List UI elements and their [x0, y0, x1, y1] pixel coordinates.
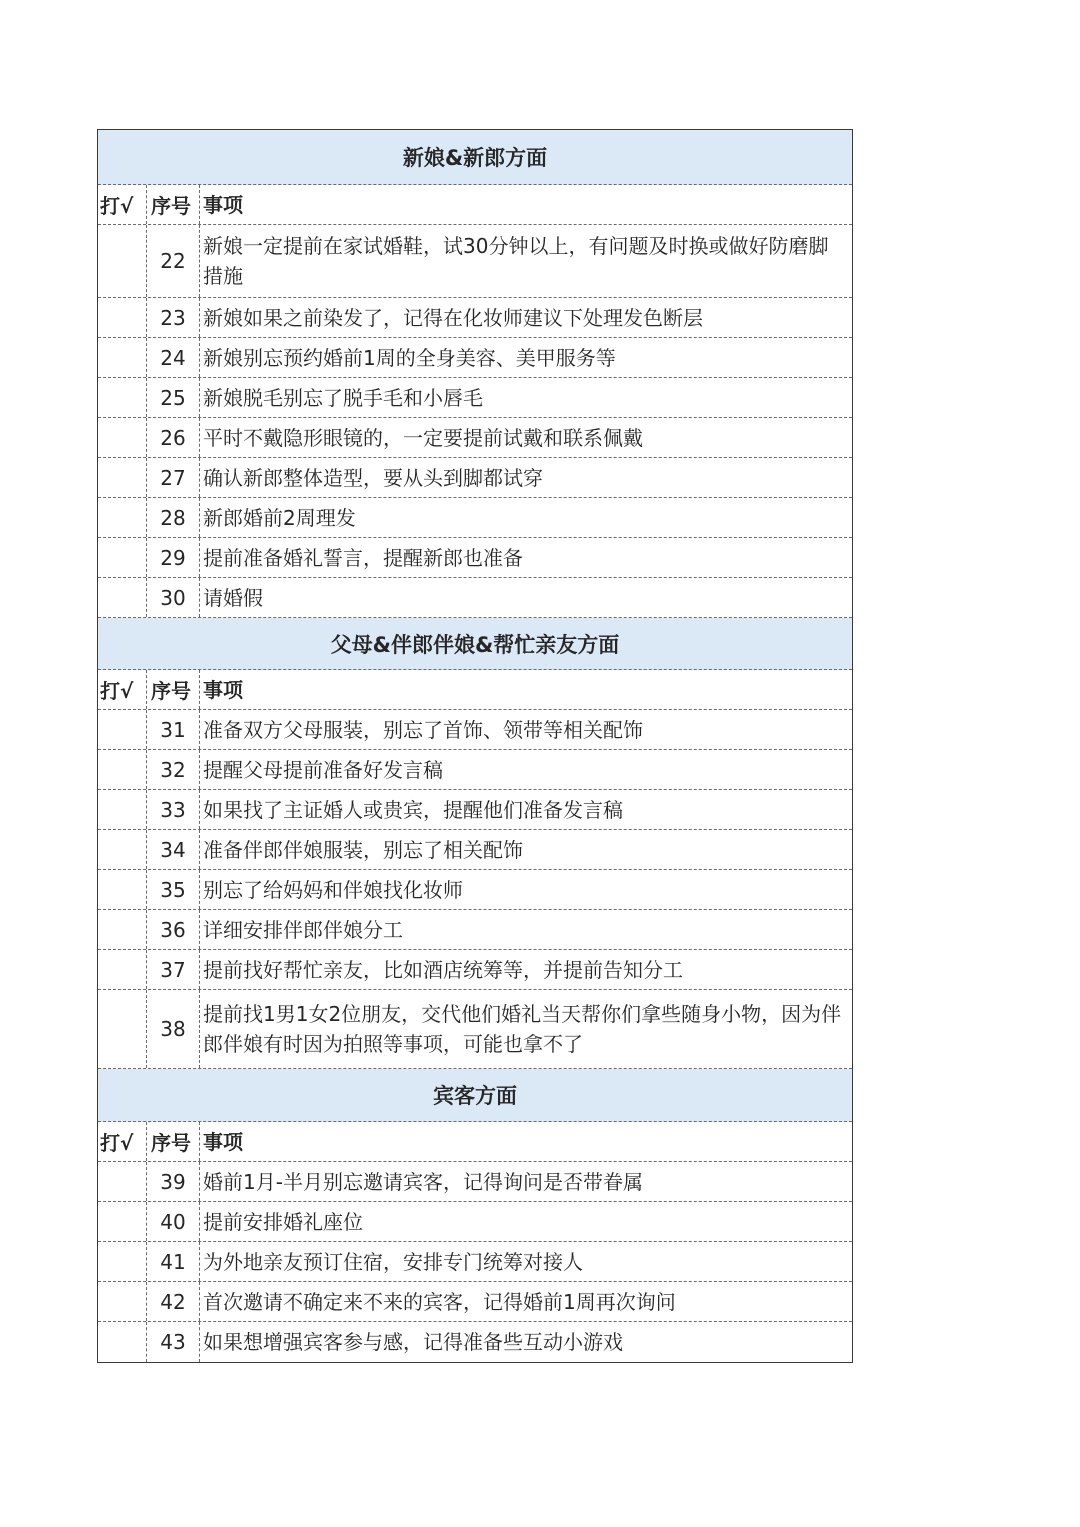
row-item: 新娘别忘预约婚前1周的全身美容、美甲服务等 — [203, 345, 616, 370]
check-cell[interactable] — [98, 990, 147, 1068]
row-item: 平时不戴隐形眼镜的，一定要提前试戴和联系佩戴 — [203, 425, 643, 450]
item-column-header: 事项 — [203, 1129, 243, 1154]
row-number: 28 — [147, 498, 200, 537]
row-number: 25 — [147, 378, 200, 417]
check-cell[interactable] — [98, 710, 147, 749]
row-number: 43 — [147, 1322, 200, 1362]
item-column-header: 事项 — [203, 192, 243, 217]
check-cell[interactable] — [98, 458, 147, 497]
row-item: 新郎婚前2周理发 — [203, 505, 356, 530]
column-header-row — [98, 1122, 852, 1162]
table-row — [98, 378, 852, 418]
section-title: 父母&伴郎伴娘&帮忙亲友方面 — [98, 618, 852, 670]
table-row — [98, 750, 852, 790]
table-row — [98, 225, 852, 298]
row-item: 准备伴郎伴娘服装，别忘了相关配饰 — [203, 837, 523, 862]
check-column-header: 打√ — [98, 670, 147, 709]
row-item: 提前找好帮忙亲友，比如酒店统筹等，并提前告知分工 — [203, 957, 683, 982]
row-number: 33 — [147, 790, 200, 829]
check-cell[interactable] — [98, 578, 147, 617]
row-item: 新娘一定提前在家试婚鞋，试30分钟以上，有问题及时换或做好防磨脚措施 — [203, 234, 829, 288]
table-row — [98, 790, 852, 830]
row-number: 40 — [147, 1202, 200, 1241]
table-row — [98, 910, 852, 950]
check-cell[interactable] — [98, 750, 147, 789]
check-cell[interactable] — [98, 1282, 147, 1321]
checklist-table — [97, 129, 853, 1363]
row-item: 新娘如果之前染发了，记得在化妆师建议下处理发色断层 — [203, 305, 703, 330]
row-number: 23 — [147, 298, 200, 337]
row-item: 为外地亲友预订住宿，安排专门统筹对接人 — [203, 1249, 583, 1274]
row-item: 如果找了主证婚人或贵宾，提醒他们准备发言稿 — [203, 797, 623, 822]
row-item: 提前找1男1女2位朋友，交代他们婚礼当天帮你们拿些随身小物，因为伴郎伴娘有时因为拍照等事项，可能也拿不了 — [203, 1002, 842, 1056]
row-item: 提前准备婚礼誓言，提醒新郎也准备 — [203, 545, 523, 570]
check-cell[interactable] — [98, 790, 147, 829]
row-number: 30 — [147, 578, 200, 617]
check-cell[interactable] — [98, 225, 147, 297]
column-header-row — [98, 185, 852, 225]
check-cell[interactable] — [98, 498, 147, 537]
check-cell[interactable] — [98, 910, 147, 949]
check-cell[interactable] — [98, 870, 147, 909]
number-column-header: 序号 — [147, 1122, 200, 1161]
section-title: 宾客方面 — [98, 1069, 852, 1122]
check-cell[interactable] — [98, 950, 147, 989]
row-number: 41 — [147, 1242, 200, 1281]
row-item: 新娘脱毛别忘了脱手毛和小唇毛 — [203, 385, 483, 410]
check-cell[interactable] — [98, 830, 147, 869]
row-number: 36 — [147, 910, 200, 949]
check-cell[interactable] — [98, 418, 147, 457]
row-number: 35 — [147, 870, 200, 909]
table-row — [98, 870, 852, 910]
row-item: 首次邀请不确定来不来的宾客，记得婚前1周再次询问 — [203, 1289, 676, 1314]
row-item: 提前安排婚礼座位 — [203, 1209, 363, 1234]
table-row — [98, 830, 852, 870]
check-cell[interactable] — [98, 378, 147, 417]
check-cell[interactable] — [98, 338, 147, 377]
check-cell[interactable] — [98, 1322, 147, 1362]
row-number: 32 — [147, 750, 200, 789]
row-item: 详细安排伴郎伴娘分工 — [203, 917, 403, 942]
check-cell[interactable] — [98, 538, 147, 577]
row-item: 确认新郎整体造型，要从头到脚都试穿 — [203, 465, 543, 490]
row-item: 如果想增强宾客参与感，记得准备些互动小游戏 — [203, 1330, 623, 1354]
table-row — [98, 1322, 852, 1362]
table-row — [98, 578, 852, 618]
table-row — [98, 1162, 852, 1202]
row-number: 37 — [147, 950, 200, 989]
row-number: 24 — [147, 338, 200, 377]
row-number: 38 — [147, 990, 200, 1068]
item-column-header: 事项 — [203, 677, 243, 702]
table-row — [98, 298, 852, 338]
section-title: 新娘&新郎方面 — [98, 130, 852, 185]
check-cell[interactable] — [98, 298, 147, 337]
row-item: 婚前1月-半月别忘邀请宾客，记得询问是否带眷属 — [203, 1169, 643, 1194]
number-column-header: 序号 — [147, 185, 200, 224]
number-column-header: 序号 — [147, 670, 200, 709]
column-header-row — [98, 670, 852, 710]
table-row — [98, 498, 852, 538]
row-item: 提醒父母提前准备好发言稿 — [203, 757, 443, 782]
row-number: 39 — [147, 1162, 200, 1201]
row-item: 请婚假 — [203, 585, 263, 610]
check-column-header: 打√ — [98, 1122, 147, 1161]
row-number: 26 — [147, 418, 200, 457]
table-row — [98, 990, 852, 1069]
table-row — [98, 538, 852, 578]
table-row — [98, 950, 852, 990]
check-cell[interactable] — [98, 1242, 147, 1281]
check-cell[interactable] — [98, 1162, 147, 1201]
row-number: 42 — [147, 1282, 200, 1321]
row-number: 31 — [147, 710, 200, 749]
table-row — [98, 338, 852, 378]
row-number: 34 — [147, 830, 200, 869]
row-item: 准备双方父母服装，别忘了首饰、领带等相关配饰 — [203, 717, 643, 742]
table-row — [98, 1242, 852, 1282]
row-number: 22 — [147, 225, 200, 297]
table-row — [98, 710, 852, 750]
table-row — [98, 418, 852, 458]
row-item: 别忘了给妈妈和伴娘找化妆师 — [203, 877, 463, 902]
table-row — [98, 1202, 852, 1242]
row-number: 27 — [147, 458, 200, 497]
table-row — [98, 1282, 852, 1322]
table-row — [98, 458, 852, 498]
check-column-header: 打√ — [98, 185, 147, 224]
check-cell[interactable] — [98, 1202, 147, 1241]
row-number: 29 — [147, 538, 200, 577]
